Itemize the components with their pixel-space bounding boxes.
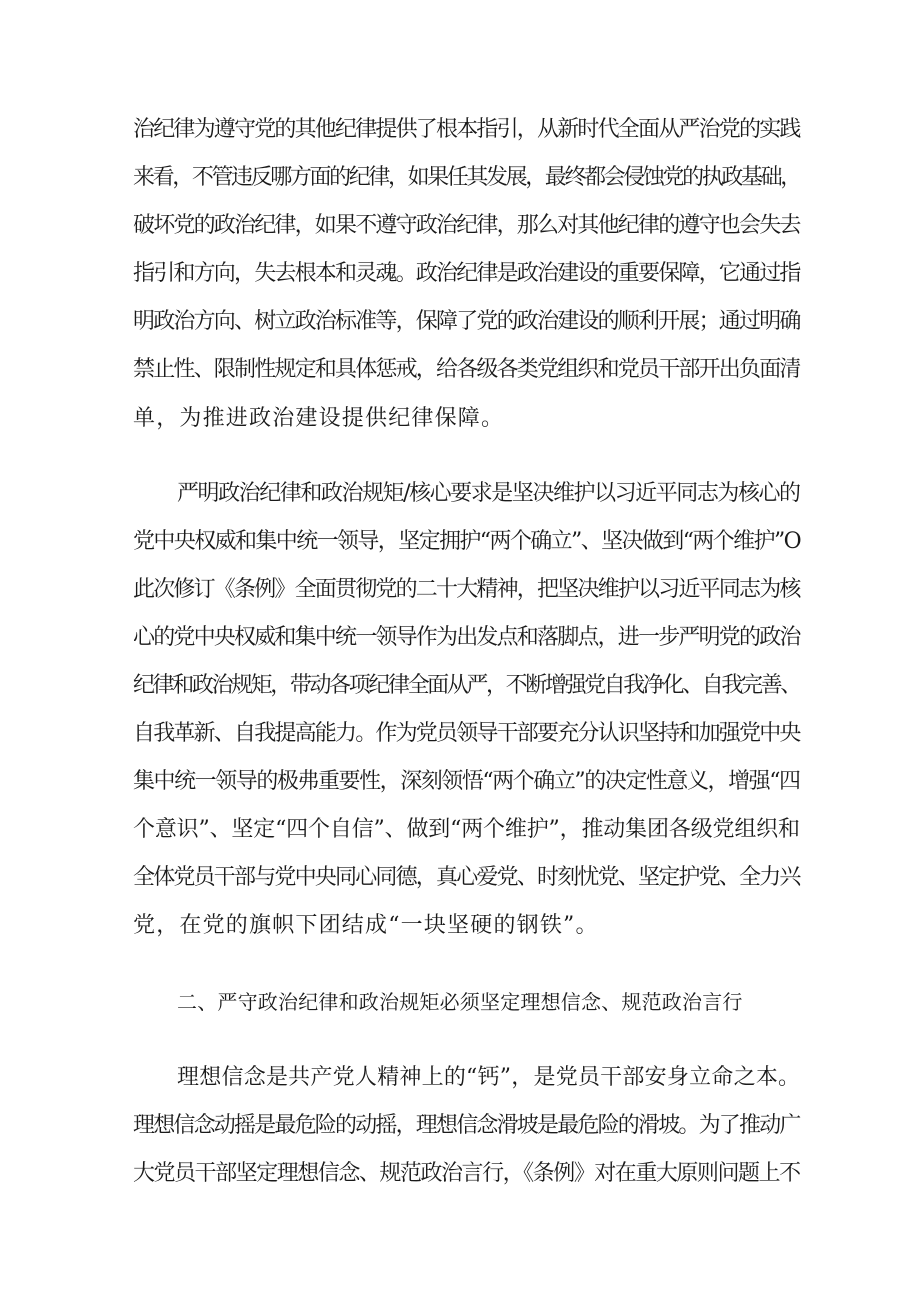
paragraph-1-line-1: 治纪律为遵守党的其他纪律提供了根本指引，从新时代全面从严治党的实践 [133,117,800,142]
paragraph-1-line-3: 破坏党的政治纪律，如果不遵守政治纪律，那么对其他纪律的遵守也会失去 [133,213,800,238]
paragraph-1-line-4: 指引和方向，失去根本和灵魂。政治纪律是政治建设的重要保障，它通过指 [133,261,800,286]
paragraph-1-line-2: 来看，不管违反哪方面的纪律，如果任其发展，最终都会侵蚀党的执政基础， [133,165,800,190]
paragraph-2-line-3: 此次修订《条例》全面贯彻党的二十大精神，把坚决维护以习近平同志为核 [133,577,800,602]
paragraph-2-line-9: 全体党员干部与党中央同心同德，真心爱党、时刻忧党、坚定护党、全力兴 [133,865,800,890]
paragraph-2-line-4: 心的党中央权威和集中统一领导作为出发点和落脚点，进一步严明党的政治 [133,625,800,650]
paragraph-2-line-5: 纪律和政治规矩，带动各项纪律全面从严，不断增强党自我净化、自我完善、 [133,673,800,698]
paragraph-1-line-7: 单，为推进政治建设提供纪律保障。 [133,406,505,431]
paragraph-2-line-10: 党，在党的旗帜下团结成“一块坚硬的钢铁”。 [133,913,599,938]
paragraph-1-line-6: 禁止性、限制性规定和具体惩戒，给各级各类党组织和党员干部开出负面清 [133,357,800,382]
paragraph-3-line-3: 大党员干部坚定理想信念、规范政治言行，《条例》对在重大原则问题上不 [133,1161,800,1186]
paragraph-2-line-7: 集中统一领导的极弗重要性，深刻领悟“两个确立”的决定性意义，增强“四 [133,769,800,794]
paragraph-3-line-2: 理想信念动摇是最危险的动摇，理想信念滑坡是最危险的滑坡。为了推动广 [133,1113,800,1138]
paragraph-3-line-1: 理想信念是共产党人精神上的“钙”，是党员干部安身立命之本。 [177,1065,801,1090]
paragraph-2-line-1: 严明政治纪律和政治规矩/核心要求是坚决维护以习近平同志为核心的 [177,481,800,506]
section-heading: 二、严守政治纪律和政治规矩必须坚定理想信念、规范政治言行 [177,990,743,1014]
paragraph-2-line-8: 个意识”、坚定“四个自信”、做到“两个维护”，推动集团各级党组织和 [133,817,800,842]
paragraph-1-line-5: 明政治方向、树立政治标准等，保障了党的政治建设的顺利开展；通过明确 [133,309,800,334]
paragraph-2-line-2: 党中央权威和集中统一领导，坚定拥护“两个确立”、坚决做到“两个维护”O [133,529,801,554]
paragraph-2-line-6: 自我革新、自我提高能力。作为党员领导干部要充分认识坚持和加强党中央 [133,721,800,746]
